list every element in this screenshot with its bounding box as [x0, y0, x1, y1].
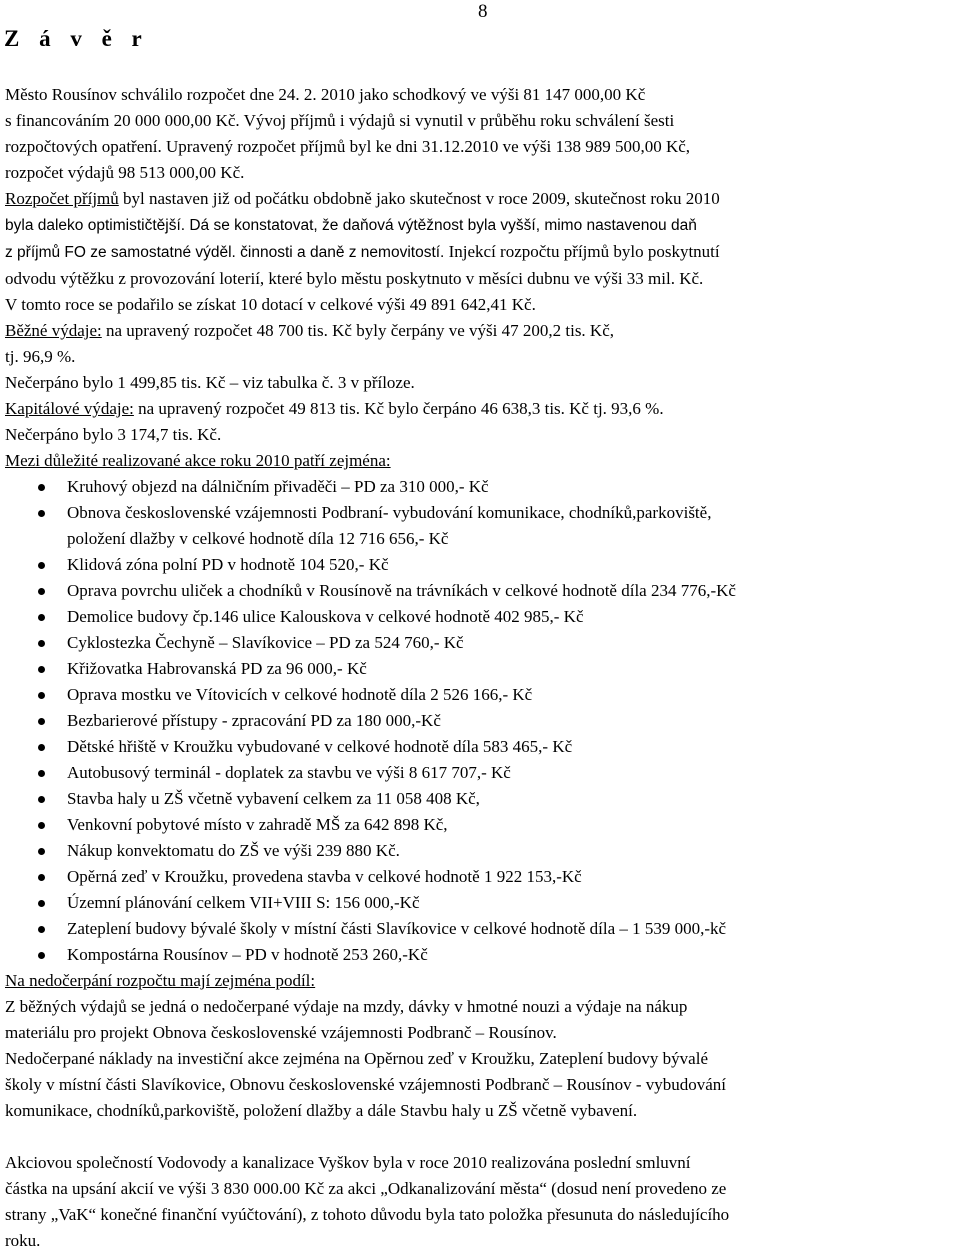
list-item: Oprava povrchu uliček a chodníků v Rousínově na trávníkách v celkové hodnotě díla 234 776,-Kč [5, 578, 957, 604]
intro-line: rozpočet výdajů 98 513 000,00 Kč. [5, 163, 245, 182]
current-label: Běžné výdaje: [5, 321, 102, 340]
income-label: Rozpočet příjmů [5, 189, 119, 208]
underspend-line: materiálu pro projekt Obnova československé vzájemnosti Podbranč – Rousínov. [5, 1023, 557, 1042]
income-text: Injekcí rozpočtu příjmů bylo poskytnutí [444, 242, 720, 261]
income-paragraph [5, 186, 957, 318]
list-item [5, 500, 957, 552]
income-text: byla daleko optimističtější [5, 217, 181, 234]
list-item: Oprava mostku ve Vítovicích v celkové hodnotě díla 2 526 166,- Kč [5, 682, 957, 708]
underspend-line: komunikace, chodníků,parkoviště, položení dlažby a dále Stavbu haly u ZŠ včetně vybavení. [5, 1101, 638, 1120]
current-text: na upravený rozpočet 48 700 tis. Kč byly čerpány ve výši 47 200,2 tis. Kč, [101, 321, 615, 340]
intro-line: s financováním 20 000 000,00 Kč. Vývoj příjmů i výdajů si vynutil v průběhu roku schválení šesti [5, 111, 675, 130]
shares-line: strany „VaK“ konečné finanční vyúčtování), z tohoto důvodu byla tato položka přesunuta do následujícího [5, 1205, 730, 1224]
intro-line: Město Rousínov schválilo rozpočet dne 24. 2. 2010 jako schodkový ve výši 81 147 000,00 Kč [5, 85, 646, 104]
list-item: Klidová zóna polní PD v hodnotě 104 520,- Kč [5, 552, 957, 578]
list-item: Bezbarierové přístupy - zpracování PD za 180 000,-Kč [5, 708, 957, 734]
underspend-line: Z běžných výdajů se jedná o nedočerpané výdaje na mzdy, dávky v hmotné nouzi a výdaje na nákup [5, 997, 688, 1016]
page-title: Z á v ě r [4, 26, 149, 51]
shares-line: roku. [5, 1231, 41, 1250]
income-text: byl nastaven již od počátku obdobně jako skutečnost v roce 2009, skutečnost roku 2010 [118, 189, 720, 208]
current-expenditures [5, 318, 957, 396]
list-item: Demolice budovy čp.146 ulice Kalouskova v celkové hodnotě 402 985,- Kč [5, 604, 957, 630]
current-line: Nečerpáno bylo 1 499,85 tis. Kč – viz tabulka č. 3 v příloze. [5, 373, 415, 392]
list-item: Územní plánování celkem VII+VIII S: 156 000,-Kč [5, 890, 957, 916]
list-item: Dětské hřiště v Kroužku vybudované v celkové hodnotě díla 583 465,- Kč [5, 734, 957, 760]
income-line [5, 212, 957, 239]
document-body [5, 82, 957, 1254]
capital-line: Nečerpáno bylo 3 174,7 tis. Kč. [5, 425, 222, 444]
income-line: V tomto roce se podařilo se získat 10 dotací v celkové výši 49 891 642,41 Kč. [5, 295, 536, 314]
current-line [5, 318, 957, 344]
list-item: Opěrná zeď v Kroužku, provedena stavba v celkové hodnotě 1 922 153,-Kč [5, 864, 957, 890]
actions-heading: Mezi důležité realizované akce roku 2010 patří zejména: [5, 451, 391, 470]
list-item-continuation: položení dlažby v celkové hodnotě díla 12 716 656,- Kč [67, 529, 449, 548]
capital-line [5, 396, 957, 422]
actions-list [5, 474, 957, 968]
paragraph-gap [5, 1124, 957, 1150]
list-item: Křižovatka Habrovanská PD za 96 000,- Kč [5, 656, 957, 682]
list-item: Stavba haly u ZŠ včetně vybavení celkem za 11 058 408 Kč, [5, 786, 957, 812]
income-line [5, 186, 957, 212]
underspend-section [5, 968, 957, 1124]
list-item: Kruhový objezd na dálničním přivaděči – PD za 310 000,- Kč [5, 474, 957, 500]
underspend-line: školy v místní části Slavíkovice, Obnovu československé vzájemnosti Podbranč – Rousínov - vybudování [5, 1075, 726, 1094]
current-line: tj. 96,9 %. [5, 347, 76, 366]
intro-paragraph [5, 82, 957, 186]
page-number: 8 [478, 1, 488, 22]
underspend-line: Nedočerpané náklady na investiční akce zejména na Opěrnou zeď v Kroužku, Zateplení budovy bývalé [5, 1049, 708, 1068]
income-text: . Dá se konstatovat, že daňová výtěžnost byla vyšší, mimo nastavenou daň [180, 217, 697, 234]
capital-expenditures [5, 396, 957, 448]
intro-line: rozpočtových opatření. Upravený rozpočet příjmů byl ke dni 31.12.2010 ve výši 138 989 500,00 Kč, [5, 137, 691, 156]
underspend-heading: Na nedočerpání rozpočtu mají zejména podíl: [5, 971, 316, 990]
list-item: Cyklostezka Čechyně – Slavíkovice – PD za 524 760,- Kč [5, 630, 957, 656]
list-item-text: Obnova československé vzájemnosti Podbraní- vybudování komunikace, chodníků,parkoviště, [67, 503, 712, 522]
list-item: Venkovní pobytové místo v zahradě MŠ za 642 898 Kč, [5, 812, 957, 838]
shares-line: Akciovou společností Vodovody a kanalizace Vyškov byla v roce 2010 realizována poslední smluvní [5, 1153, 691, 1172]
income-text: z příjmů FO ze samostatné výděl. činnosti a daně z nemovitostí. [5, 244, 445, 261]
list-item: Nákup konvektomatu do ZŠ ve výši 239 880 Kč. [5, 838, 957, 864]
list-item: Kompostárna Rousínov – PD v hodnotě 253 260,-Kč [5, 942, 957, 968]
capital-text: na upravený rozpočet 49 813 tis. Kč bylo čerpáno 46 638,3 tis. Kč tj. 93,6 %. [133, 399, 664, 418]
shares-line: částka na upsání akcií ve výši 3 830 000.00 Kč za akci „Odkanalizování města“ (dosud není provedeno ze [5, 1179, 727, 1198]
income-line: odvodu výtěžku z provozování loterií, které bylo městu poskytnuto v měsíci dubnu ve výši 33 mil. Kč. [5, 269, 704, 288]
list-item: Autobusový terminál - doplatek za stavbu ve výši 8 617 707,- Kč [5, 760, 957, 786]
income-line [5, 239, 957, 266]
shares-paragraph [5, 1150, 957, 1254]
list-item: Zateplení budovy bývalé školy v místní části Slavíkovice v celkové hodnotě díla – 1 539 000,-kč [5, 916, 957, 942]
actions-section [5, 448, 957, 968]
capital-label: Kapitálové výdaje: [5, 399, 134, 418]
